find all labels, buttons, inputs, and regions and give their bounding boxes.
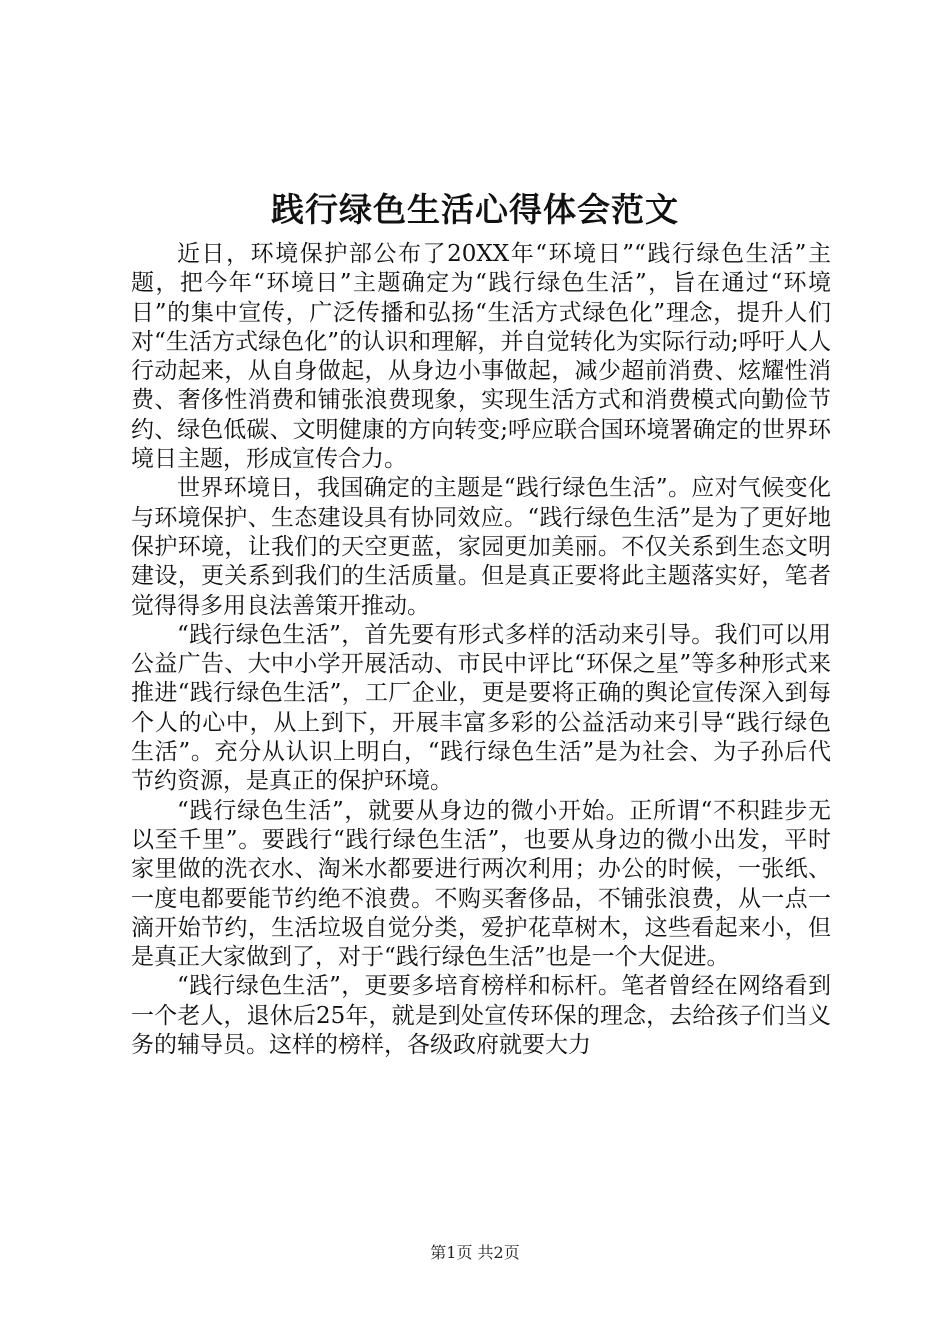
paragraph-2: 世界环境日，我国确定的主题是“践行绿色生活”。应对气候变化与环境保护、生态建设具有协同效应。“践行绿色生活”是为了更好地保护环境，让我们的天空更蓝，家园更加美丽。不仅关系到生态文明建设，更关系到我们的生活质量。但是真正要将此主题落实好，笔者觉得得多用良法善策开推动。 — [131, 475, 831, 619]
paragraph-5: “践行绿色生活”，更要多培育榜样和标杆。笔者曾经在网络看到一个老人，退休后25年，就是到处宣传环保的理念，去给孩子们当义务的辅导员。这样的榜样，各级政府就要大力 — [131, 973, 831, 1059]
document-body — [131, 240, 831, 1060]
document-title: 践行绿色生活心得体会范文 — [271, 190, 679, 229]
paragraph-1: 近日，环境保护部公布了20XX年“环境日”“践行绿色生活”主题，把今年“环境日”主题确定为“践行绿色生活”，旨在通过“环境日”的集中宣传，广泛传播和弘扬“生活方式绿色化”理念，提升人们对“生活方式绿色化”的认识和理解，并自觉转化为实际行动;呼吁人人行动起来，从自身做起，从身边小事做起，减少超前消费、炫耀性消费、奢侈性消费和铺张浪费现象，实现生活方式和消费模式向勤俭节约、绿色低碳、文明健康的方向转变;呼应联合国环境署确定的世界环境日主题，形成宣传合力。 — [131, 241, 831, 473]
page-number-footer: 第1页 共2页 — [430, 1243, 520, 1262]
paragraph-4: “践行绿色生活”，就要从身边的微小开始。正所谓“不积跬步无以至千里”。要践行“践行绿色生活”，也要从身边的微小出发，平时家里做的洗衣水、淘米水都要进行两次利用；办公的时候，一张纸、一度电都要能节约绝不浪费。不购买奢侈品，不铺张浪费，从一点一滴开始节约，生活垃圾自觉分类，爱护花草树木，这些看起来小，但是真正大家做到了，对于“践行绿色生活”也是一个大促进。 — [131, 797, 831, 971]
paragraph-3: “践行绿色生活”，首先要有形式多样的活动来引导。我们可以用公益广告、大中小学开展活动、市民中评比“环保之星”等多种形式来推进“践行绿色生活”，工厂企业，更是要将正确的舆论宣传深入到每个人的心中，从上到下，开展丰富多彩的公益活动来引导“践行绿色生活”。充分从认识上明白，“践行绿色生活”是为社会、为子孙后代节约资源，是真正的保护环境。 — [131, 621, 831, 795]
